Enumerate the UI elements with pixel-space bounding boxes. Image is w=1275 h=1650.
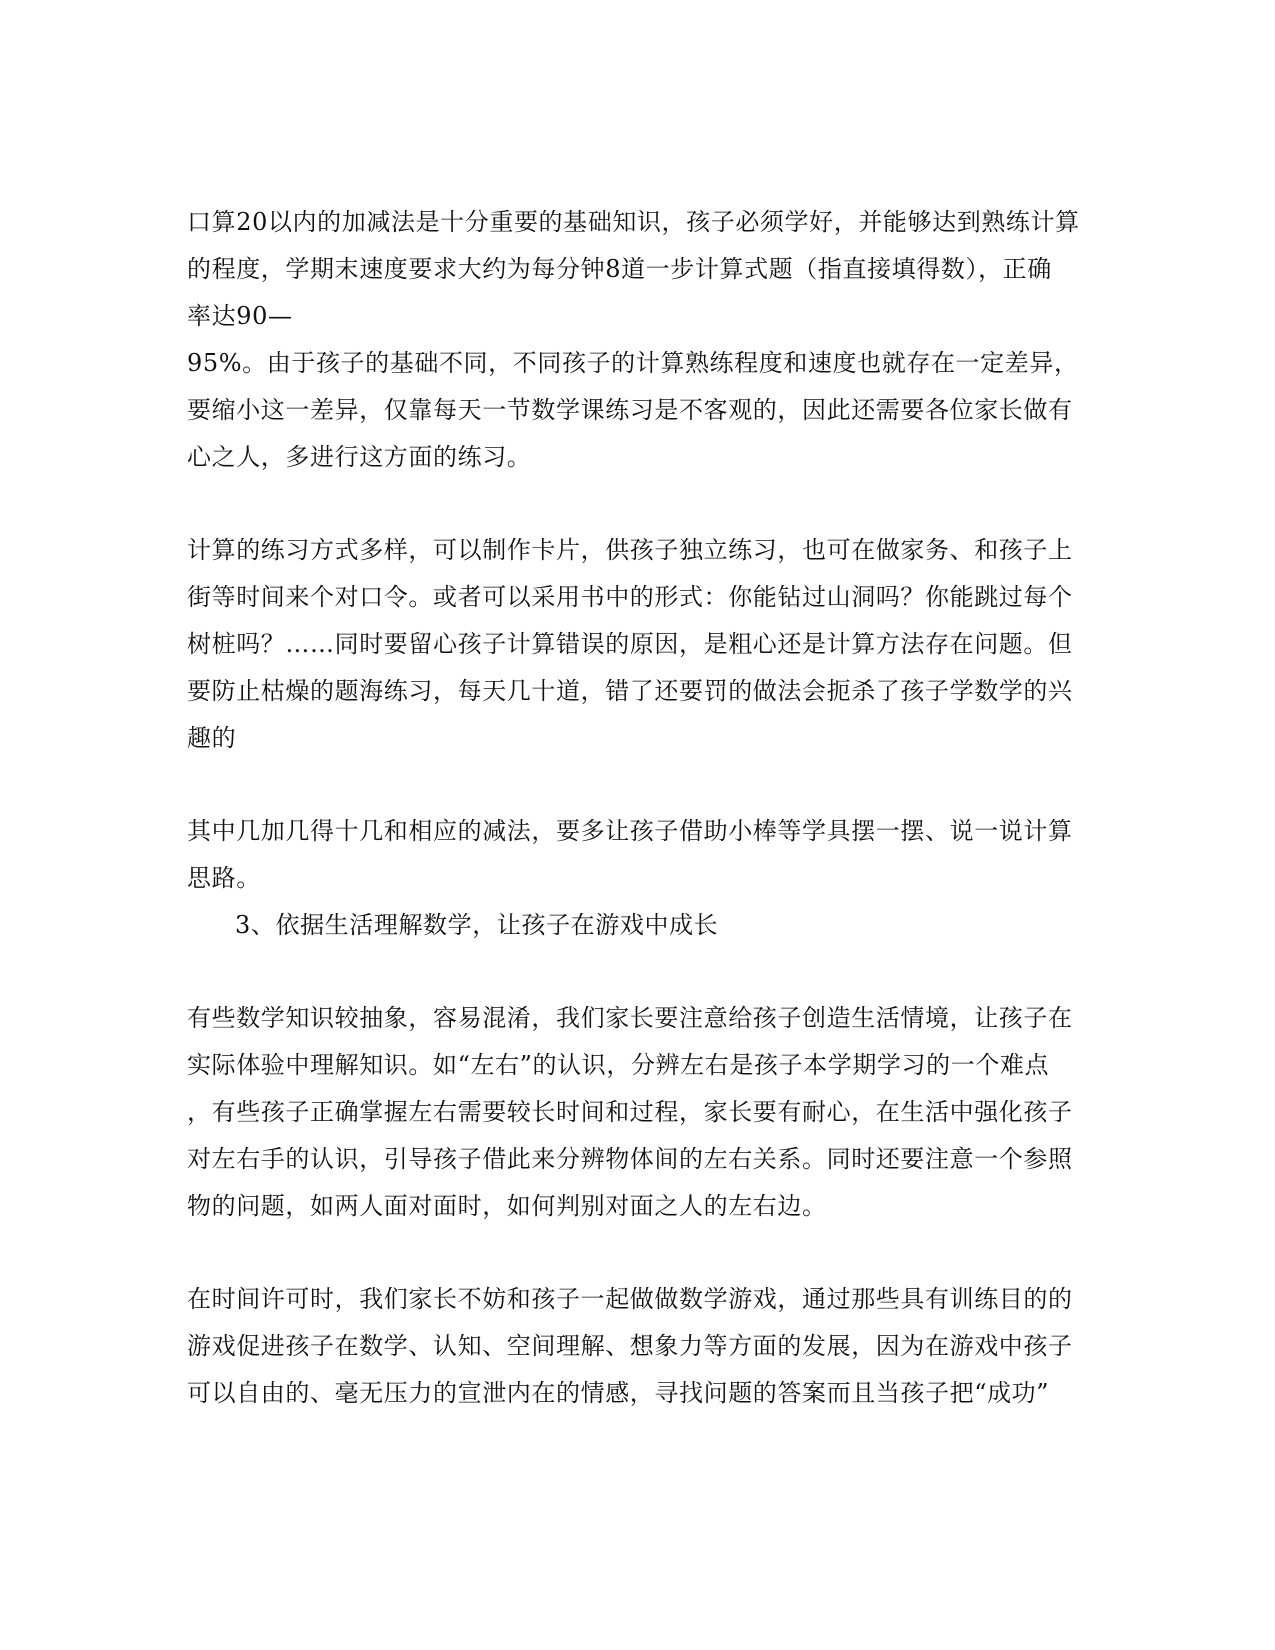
paragraph-5-line-1: 在时间许可时，我们家长不妨和孩子一起做做数学游戏，通过那些具有训练目的的 <box>187 1285 1073 1313</box>
paragraph-3-line-2: 思路。 <box>187 864 261 892</box>
paragraph-3-line-1: 其中几加几得十几和相应的减法，要多让孩子借助小棒等学具摆一摆、说一说计算 <box>187 817 1073 845</box>
paragraph-2-line-3: 树桩吗？……同时要留心孩子计算错误的原因，是粗心还是计算方法存在问题。但 <box>187 630 1073 658</box>
paragraph-1-line-6: 心之人，多进行这方面的练习。 <box>187 443 532 471</box>
paragraph-1-line-2: 的程度，学期末速度要求大约为每分钟8道一步计算式题（指直接填得数），正确 <box>187 255 1052 283</box>
paragraph-4-line-2: 实际体验中理解知识。如“左右”的认识，分辨左右是孩子本学期学习的一个难点 <box>187 1051 1050 1079</box>
paragraph-5-line-2: 游戏促进孩子在数学、认知、空间理解、想象力等方面的发展，因为在游戏中孩子 <box>187 1332 1073 1360</box>
paragraph-2-line-5: 趣的 <box>187 724 237 752</box>
paragraph-2-line-1: 计算的练习方式多样，可以制作卡片，供孩子独立练习，也可在做家务、和孩子上 <box>187 536 1073 564</box>
paragraph-1-line-3: 率达90— <box>187 302 293 330</box>
paragraph-4-line-3: ，有些孩子正确掌握左右需要较长时间和过程，家长要有耐心，在生活中强化孩子 <box>187 1098 1073 1126</box>
paragraph-1-line-4: 95%。由于孩子的基础不同，不同孩子的计算熟练程度和速度也就存在一定差异， <box>187 349 1079 377</box>
section-heading: 3、依据生活理解数学，让孩子在游戏中成长 <box>235 911 719 939</box>
paragraph-2-line-4: 要防止枯燥的题海练习，每天几十道，错了还要罚的做法会扼杀了孩子学数学的兴 <box>187 677 1073 705</box>
paragraph-4-line-4: 对左右手的认识，引导孩子借此来分辨物体间的左右关系。同时还要注意一个参照 <box>187 1145 1073 1173</box>
paragraph-5-line-3: 可以自由的、毫无压力的宣泄内在的情感，寻找问题的答案而且当孩子把“成功” <box>187 1379 1050 1407</box>
paragraph-1-line-5: 要缩小这一差异，仅靠每天一节数学课练习是不客观的，因此还需要各位家长做有 <box>187 396 1073 424</box>
paragraph-4-line-1: 有些数学知识较抽象，容易混淆，我们家长要注意给孩子创造生活情境，让孩子在 <box>187 1004 1073 1032</box>
paragraph-2-line-2: 街等时间来个对口令。或者可以采用书中的形式：你能钻过山洞吗？你能跳过每个 <box>187 583 1073 611</box>
paragraph-1-line-1: 口算20以内的加减法是十分重要的基础知识，孩子必须学好，并能够达到熟练计算 <box>187 208 1080 236</box>
paragraph-4-line-5: 物的问题，如两人面对面时，如何判别对面之人的左右边。 <box>187 1192 827 1220</box>
